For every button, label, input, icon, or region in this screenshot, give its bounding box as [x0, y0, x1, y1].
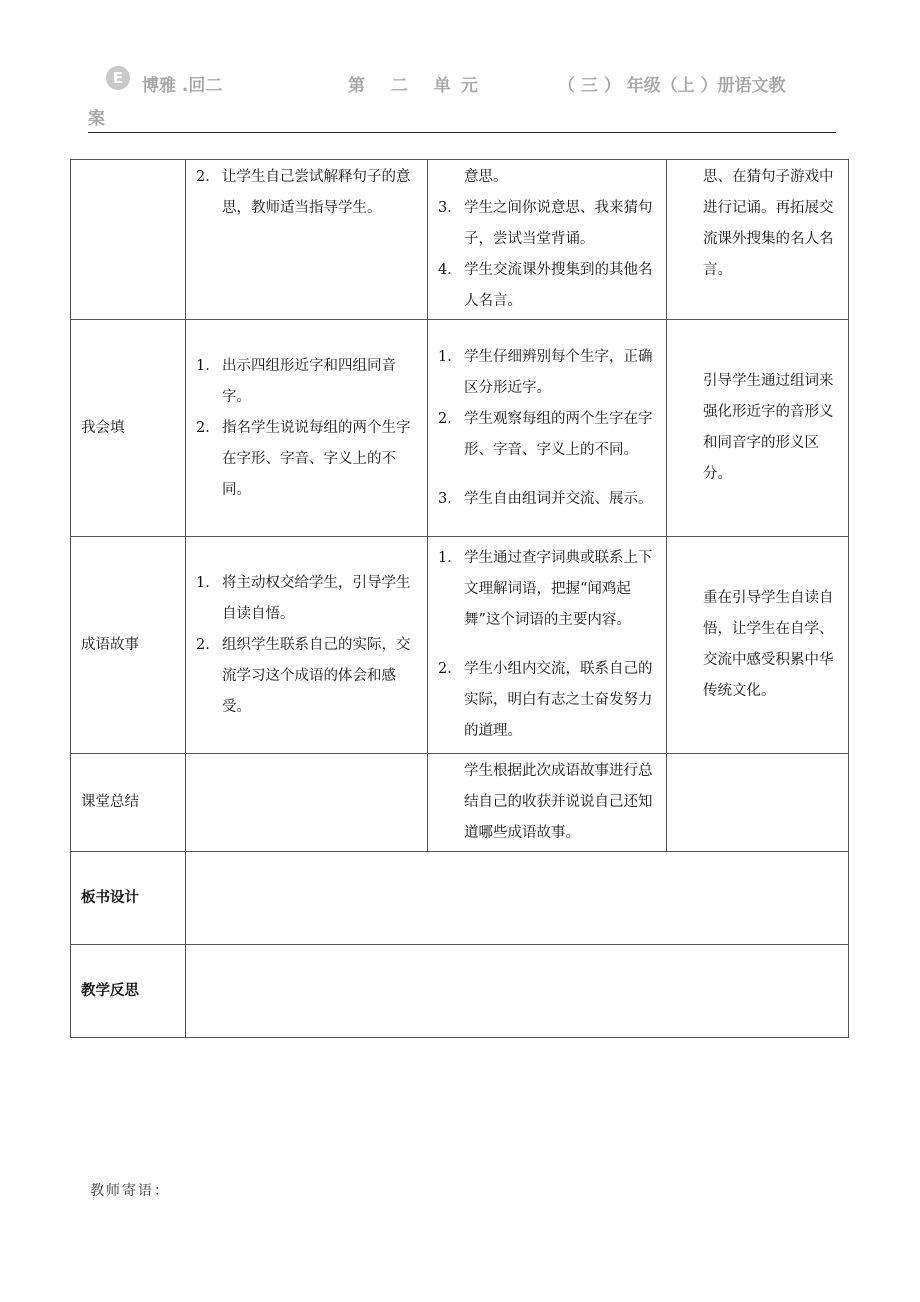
- list-item: 2． 学生小组内交流，联系自己的实际，明白有志之士奋发努力的道理。: [438, 661, 653, 739]
- board-design-cell: [186, 852, 849, 945]
- intent-cell: 重在引导学生自读自悟，让学生在自学、交流中感受积累中华传统文化。: [667, 537, 849, 754]
- table-row: [71, 537, 849, 754]
- list-item: 1． 学生仔细辨别每个生字，正确区分形近字。: [438, 348, 653, 396]
- teaching-reflection-label: 教学反思: [71, 945, 186, 1038]
- student-activity-cell: [428, 754, 667, 852]
- lesson-plan-table: [70, 159, 849, 1038]
- stage-cell: 我会填: [71, 320, 186, 537]
- student-activity-cell: [428, 320, 667, 537]
- spacer: [438, 636, 658, 654]
- board-design-label: 板书设计: [71, 852, 186, 945]
- header-unit: 第 二 单元: [348, 76, 488, 96]
- table-row: [71, 160, 849, 320]
- header-title-end: 案: [88, 109, 105, 129]
- stage-cell: 课堂总结: [71, 754, 186, 852]
- header-grade: （ 三 ） 年级（上 ）册语文教: [558, 76, 786, 96]
- list-item: 4． 学生交流课外搜集到的其他名人名言。: [438, 262, 653, 309]
- teacher-activity-cell: [186, 537, 428, 754]
- list-item: 2． 学生观察每组的两个生字在字形、字音、字义上的不同。: [438, 410, 653, 458]
- intent-cell: 引导学生通过组词来强化形近字的音形义和同音字的形义区分。: [667, 320, 849, 537]
- spacer: [438, 466, 658, 484]
- stage-cell: [71, 160, 186, 320]
- list-item: 3． 学生之间你说意思、我来猜句子，尝试当堂背诵。: [438, 200, 653, 247]
- list-item: 1． 学生通过查字词典或联系上下文理解词语，把握“闻鸡起舞”这个词语的主要内容。: [438, 550, 653, 628]
- summary-text: 学生根据此次成语故事进行总结自己的收获并说说自己还知道哪些成语故事。: [464, 763, 653, 841]
- list-item: 意思。: [464, 169, 508, 185]
- list-item: 2． 组织学生联系自己的实际，交流学习这个成语的体会和感受。: [196, 636, 411, 715]
- table-row: [71, 945, 849, 1038]
- list-item: 3． 学生自由组词并交流、展示。: [438, 490, 653, 507]
- table-row: [71, 852, 849, 945]
- teacher-message-label: 教师寄语：: [90, 1183, 170, 1199]
- header-school: 博雅 .回二: [142, 76, 223, 96]
- list-item: 2． 让学生自己尝试解释句子的意思，教师适当指导学生。: [196, 169, 411, 216]
- intent-cell: [667, 754, 849, 852]
- table-row: [71, 320, 849, 537]
- school-logo-icon: E: [106, 66, 130, 90]
- teacher-activity-cell: [186, 754, 428, 852]
- student-activity-cell: [428, 537, 667, 754]
- list-item: 2． 指名学生说说每组的两个生字在字形、字音、字义上的不同。: [196, 419, 411, 498]
- table-row: [71, 754, 849, 852]
- teaching-reflection-cell: [186, 945, 849, 1038]
- student-activity-cell: [428, 160, 667, 320]
- teacher-activity-cell: [186, 160, 428, 320]
- list-item: 1． 将主动权交给学生，引导学生自读自悟。: [196, 574, 411, 622]
- stage-cell: 成语故事: [71, 537, 186, 754]
- list-item: 1． 出示四组形近字和四组同音字。: [196, 357, 396, 405]
- intent-cell: 思、在猜句子游戏中进行记诵。再拓展交流课外搜集的名人名言。: [667, 160, 849, 320]
- teacher-activity-cell: [186, 320, 428, 537]
- page-header: [88, 64, 836, 133]
